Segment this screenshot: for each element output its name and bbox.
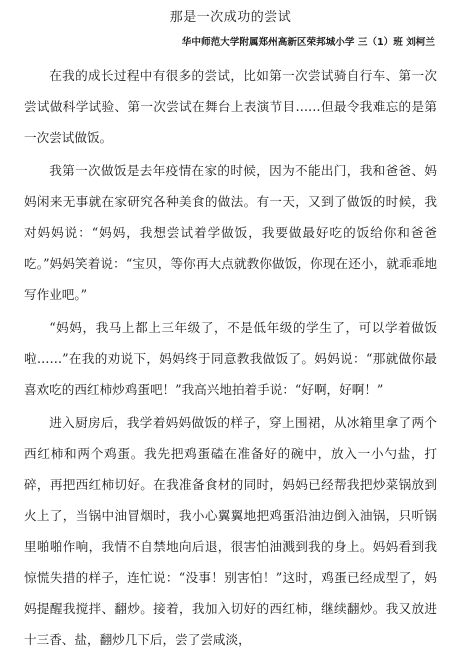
- paragraph: “妈妈，我马上都上三年级了，不是低年级的学生了，可以学着做饭啦……”在我的劝说下，妈妈终于同意教我做饭了。妈妈说：“那就做你最喜欢吃的西红柿炒鸡蛋吧！”我高兴地拍着手说：“好啊，好啊！”: [24, 320, 437, 397]
- paragraph: 在我的成长过程中有很多的尝试，比如第一次尝试骑自行车、第一次尝试做科学试验、第一次尝试在舞台上表演节目……但最令我难忘的是第一次尝试做饭。: [24, 68, 437, 145]
- document-body: [24, 60, 437, 655]
- author-byline: 华中师范大学附属郑州高新区荣邦城小学 三（1）班 刘柯兰: [181, 37, 435, 48]
- paragraph: 我第一次做饭是去年疫情在家的时候，因为不能出门，我和爸爸、妈妈闲来无事就在家研究各种美食的做法。有一天，又到了做饭的时候，我对妈妈说：“妈妈，我想尝试着学做饭，我要做最好吃的饭给你和爸爸吃。”妈妈笑着说：“宝贝，等你再大点就教你做饭，你现在还小，就乖乖地写作业吧。”: [24, 163, 437, 302]
- document-title: 那是一次成功的尝试: [169, 10, 292, 25]
- paragraph: 进入厨房后，我学着妈妈做饭的样子，穿上围裙，从冰箱里拿了两个西红柿和两个鸡蛋。我先把鸡蛋磕在准备好的碗中，放入一小勺盐，打碎，再把西红柿切好。在我准备食材的同时，妈妈已经帮我把炒菜锅放到火上了，当锅中油冒烟时，我小心翼翼地把鸡蛋沿油边倒入油锅，只听锅里啪啪作响，我情不自禁地向后退，很害怕油溅到我的身上。妈妈看到我惊慌失措的样子，连忙说：“没事！别害怕！”这时，鸡蛋已经成型了，妈妈提醒我搅拌、翻炒。接着，我加入切好的西红柿，继续翻炒。我又放进十三香、盐，翻炒几下后，尝了尝咸淡，: [24, 415, 437, 647]
